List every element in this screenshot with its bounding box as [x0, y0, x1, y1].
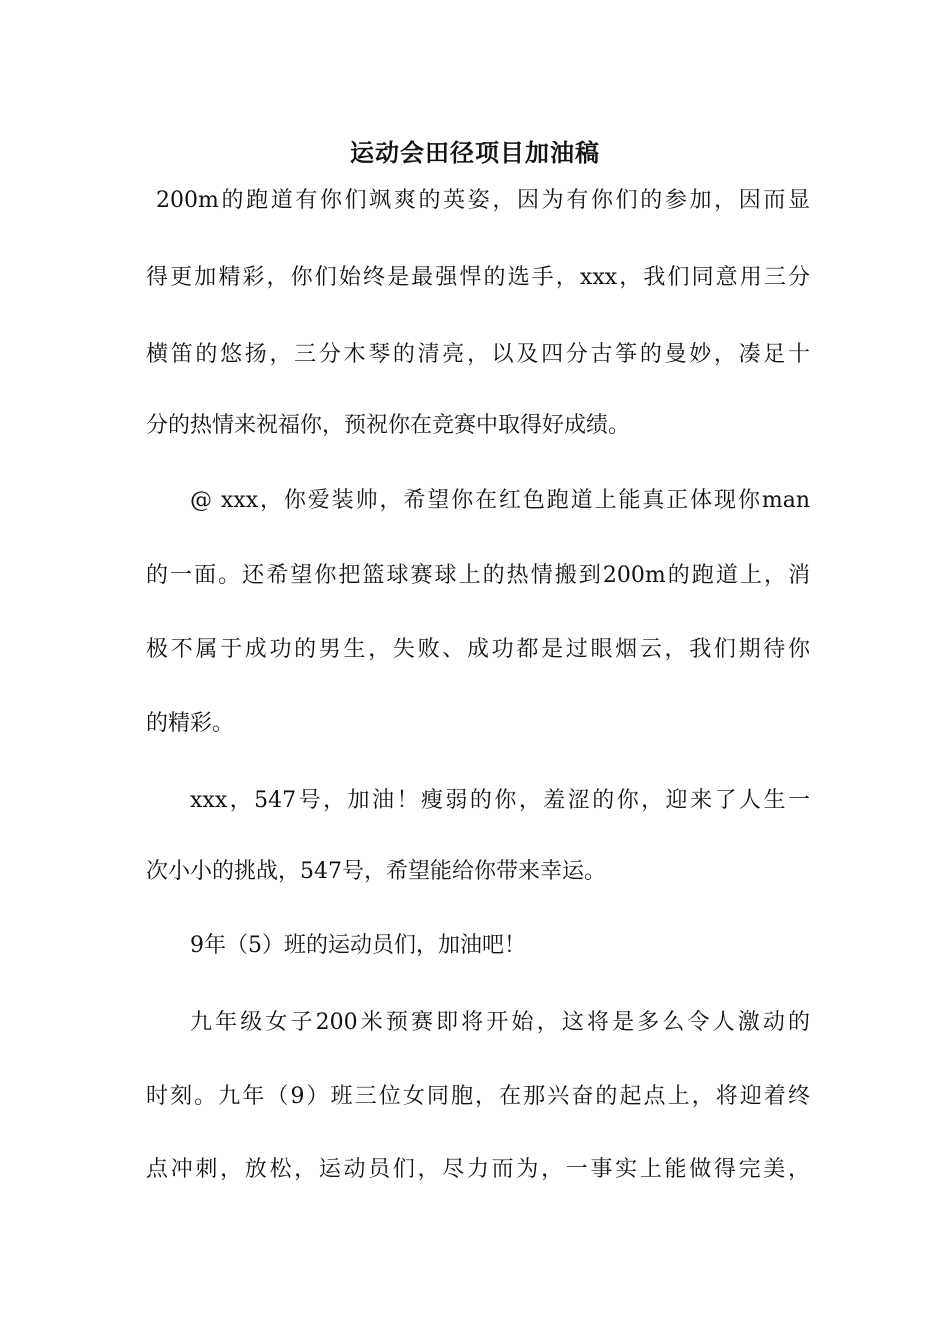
document-title: 运动会田径项目加油稿 [350, 138, 600, 167]
paragraph-2-line-1: @ xxx，你爱装帅，希望你在红色跑道上能真正体现你man [190, 488, 810, 513]
paragraph-5-line-1: 九年级女子200米预赛即将开始，这将是多么令人激动的 [190, 1010, 810, 1035]
paragraph-1-line-1: 200m的跑道有你们飒爽的英姿，因为有你们的参加，因而显 [156, 188, 810, 213]
paragraph-1-line-3: 横笛的悠扬，三分木琴的清亮，以及四分古筝的曼妙，凑足十 [146, 342, 810, 367]
paragraph-1-line-2: 得更加精彩，你们始终是最强悍的选手，xxx，我们同意用三分 [146, 265, 810, 290]
paragraph-1-line-4: 分的热情来祝福你，预祝你在竞赛中取得好成绩。 [146, 413, 631, 438]
paragraph-2-line-4: 的精彩。 [146, 711, 235, 736]
paragraph-5-line-3: 点冲刺，放松，运动员们，尽力而为，一事实上能做得完美， [146, 1157, 810, 1182]
paragraph-5-line-2: 时刻。九年（9）班三位女同胞，在那兴奋的起点上，将迎着终 [146, 1084, 810, 1109]
paragraph-3-line-1: xxx，547号，加油！瘦弱的你，羞涩的你，迎来了人生一 [190, 788, 810, 813]
paragraph-3-line-2: 次小小的挑战，547号，希望能给你带来幸运。 [146, 859, 606, 884]
paragraph-4-line-1: 9年（5）班的运动员们，加油吧！ [190, 933, 526, 958]
paragraph-2-line-2: 的一面。还希望你把篮球赛球上的热情搬到200m的跑道上，消 [146, 563, 810, 588]
paragraph-2-line-3: 极不属于成功的男生，失败、成功都是过眼烟云，我们期待你 [146, 637, 810, 662]
